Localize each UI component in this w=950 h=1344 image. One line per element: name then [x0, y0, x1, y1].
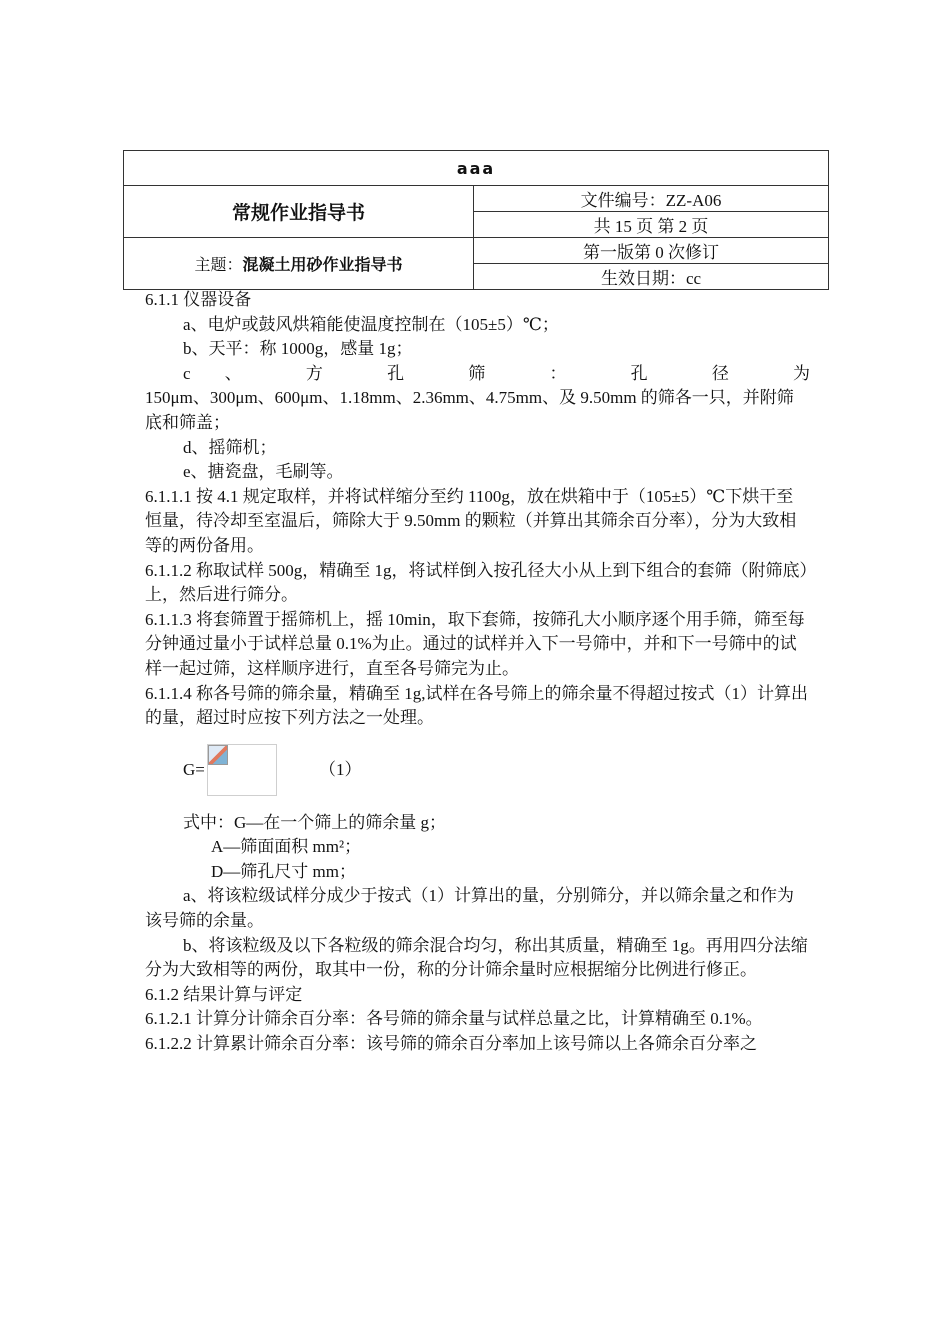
paragraph-6-1-1-1: 6.1.1.1 按 4.1 规定取样，并将试样缩分至约 1100g，放在烘箱中于（105±5）℃下烘干至恒量，待冷却至室温后，筛除大于 9.50mm 的颗粒（并算出其筛余百分率），分为大致相等的两份备用。	[145, 486, 797, 555]
equipment-item-c-line2: 150μm、300μm、600μm、1.18mm、2.36mm、4.75mm、及 9.50mm 的筛各一只，并附筛底和筛盖；	[145, 388, 794, 432]
paragraph-6-1-1-4: 6.1.1.4 称各号筛的筛余量，精确至 1g,试样在各号筛上的筛余量不得超过按式（1）计算出的量，超过时应按下列方法之一处理。	[145, 683, 808, 728]
paragraph-6-1-2-1: 6.1.2.1 计算分计筛余百分率：各号筛的筛余量与试样总量之比，计算精确至 0.1%。	[145, 1009, 763, 1029]
legend-d: D—筛孔尺寸 mm；	[211, 861, 356, 881]
document-title: 常规作业指导书	[124, 186, 474, 238]
subject-title: 混凝土用砂作业指导书	[242, 255, 403, 274]
document-body	[145, 288, 810, 1057]
formula-1	[183, 744, 810, 806]
equipment-item-c-line1: c 、 方 孔 筛 ： 孔 径 为	[183, 363, 810, 383]
header-table	[123, 150, 829, 290]
paragraph-6-1-2-2: 6.1.2.2 计算累计筛余百分率：该号筛的筛余百分率加上该号筛以上各筛余百分率之	[145, 1034, 757, 1054]
paragraph-6-1-1-2: 6.1.1.2 称取试样 500g，精确至 1g，将试样倒入按孔径大小从上到下组合的套筛（附筛底）上，然后进行筛分。	[145, 560, 808, 605]
section-6-1-1-heading: 6.1.1 仪器设备	[145, 290, 252, 309]
equipment-item-b: b、天平：称 1000g，感量 1g；	[183, 339, 413, 359]
method-b: b、将该粒级及以下各粒级的筛余混合均匀，称出其质量，精确至 1g。再用四分法缩分为大致相等的两份，取其中一份，称的分计筛余量时应根据缩分比例进行修正。	[145, 935, 808, 980]
formula-lhs: G=	[183, 759, 205, 779]
legend-g: 式中：G—在一个筛上的筛余量 g；	[183, 812, 447, 832]
formula-number: （1）	[319, 759, 362, 779]
page-count: 共 15 页 第 2 页	[474, 212, 829, 238]
paragraph-6-1-1-3: 6.1.1.3 将套筛置于摇筛机上，摇 10min，取下套筛，按筛孔大小顺序逐个用手筛，筛至每分钟通过量小于试样总量 0.1%为止。通过的试样并入下一号筛中，并和下一号筛中的试样一起过筛，这样顺序进行，直至各号筛完为止。	[145, 609, 805, 678]
equipment-item-e: e、搪瓷盘，毛刷等。	[183, 462, 344, 482]
equipment-item-d: d、摇筛机；	[183, 437, 277, 457]
legend-a: A—筛面面积 mm²；	[211, 837, 362, 857]
formula-image-placeholder	[207, 744, 277, 796]
broken-image-icon	[208, 745, 228, 765]
subject-label: 主题：	[194, 255, 243, 274]
file-number: 文件编号：ZZ-A06	[474, 186, 829, 212]
revision: 第一版第 0 次修订	[474, 238, 829, 264]
method-a: a、将该粒级试样分成少于按式（1）计算出的量，分别筛分，并以筛余量之和作为该号筛的余量。	[145, 886, 795, 931]
effective-date: 生效日期：cc	[474, 264, 829, 290]
section-6-1-2-heading: 6.1.2 结果计算与评定	[145, 984, 303, 1004]
company-name: aaa	[124, 151, 829, 186]
equipment-item-a: a、电炉或鼓风烘箱能使温度控制在（105±5）℃；	[183, 314, 559, 334]
subject-cell	[124, 238, 474, 290]
